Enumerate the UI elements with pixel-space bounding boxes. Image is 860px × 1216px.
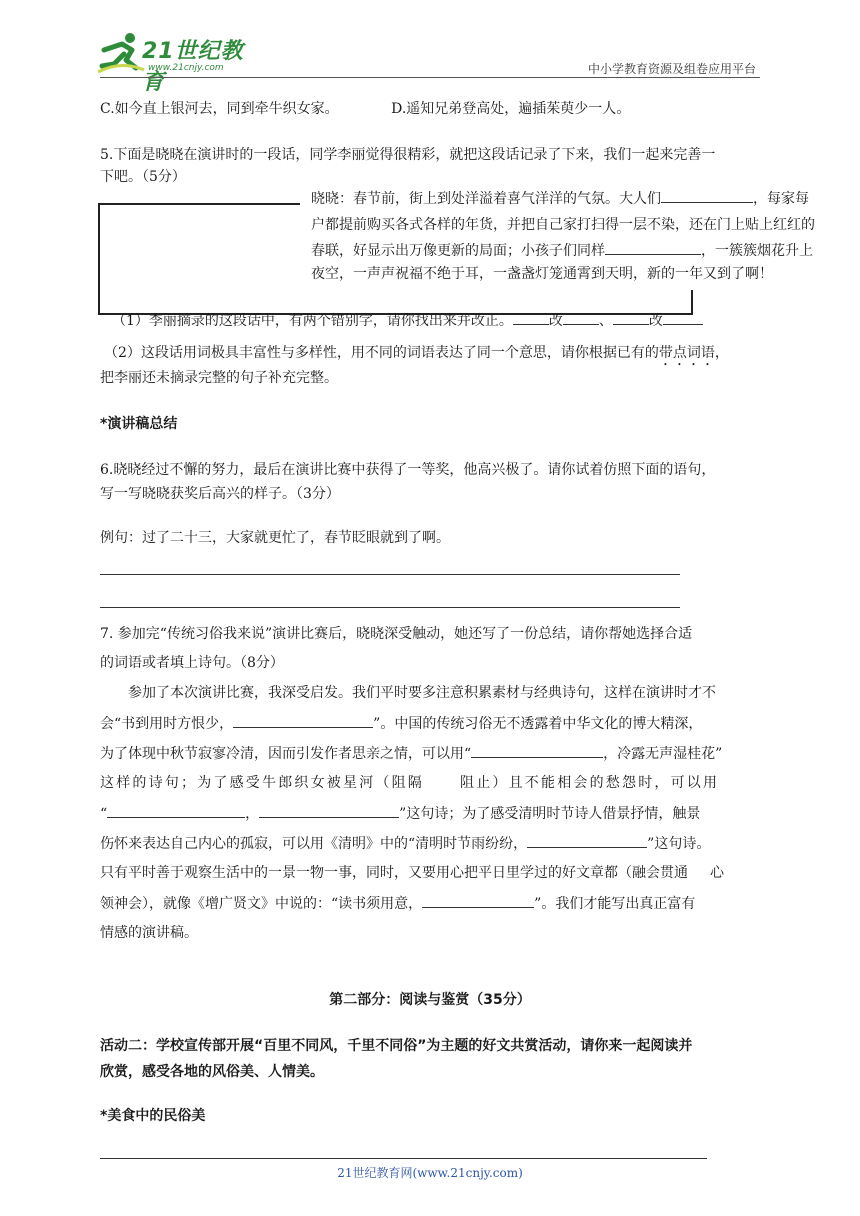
logo-text: 21世纪教育 bbox=[142, 39, 244, 95]
q7-blank-5[interactable] bbox=[527, 833, 647, 848]
q5-para-3: 春联，好显示出万像更新的局面；小孩子们同样 ，一簇簇烟花升上 bbox=[311, 240, 813, 261]
q5-sub-2b: 把李丽还未摘录完整的句子补充完整。 bbox=[100, 370, 338, 386]
q7-blank-3[interactable] bbox=[107, 803, 245, 818]
header-rule bbox=[100, 77, 760, 78]
platform-name: 中小学教育资源及组卷应用平台 bbox=[587, 62, 756, 76]
q5-blank-2[interactable] bbox=[605, 240, 701, 255]
q6-stem-1: 6.晓晓经过不懈的努力，最后在演讲比赛中获得了一等奖，他高兴极了。请你试着仿照下面的语句， bbox=[100, 462, 716, 478]
q7-p4: 这样的诗句；为了感受牛郎织女被星河（阻隔 阻止）且不能相会的愁怨时，可以用 bbox=[100, 775, 720, 791]
q5-para-1: 晓晓：春节前，街上到处洋溢着喜气洋洋的气氛。大人们 ，每家每 bbox=[311, 188, 809, 209]
logo bbox=[96, 30, 266, 95]
q7-p7: 只有平时善于观察生活中的一景一物一事，同时，又要用心把平日里学过的好文章都（融会贯通 心 bbox=[100, 865, 724, 881]
section-summary: *演讲稿总结 bbox=[100, 416, 178, 432]
q7-stem-2: 的词语或者填上诗句。（8分） bbox=[100, 655, 284, 671]
q7-blank-6[interactable] bbox=[422, 893, 534, 908]
q5-fix-2[interactable] bbox=[663, 310, 703, 325]
footer-text[interactable]: 21世纪教育网(www.21cnjy.com) bbox=[337, 1166, 523, 1180]
q7-blank-1[interactable] bbox=[233, 713, 373, 728]
q5-para-2: 户都提前购买各式各样的年货，并把自己家打扫得一层不染，还在门上贴上红红的 bbox=[311, 217, 815, 233]
q7-p3: 为了体现中秋节寂寥冷清，因而引发作者思亲之情，可以用“ ，冷露无声湿桂花” bbox=[100, 743, 722, 764]
q6-answer-line-2[interactable] bbox=[100, 607, 680, 608]
q7-p1: 参加了本次演讲比赛，我深受启发。我们平时要多注意积累素材与经典诗句，这样在演讲时才不 bbox=[128, 685, 716, 701]
option-c: C.如今直上银河去，同到牵牛织女家。 bbox=[100, 101, 339, 117]
q5-para-4: 夜空，一声声祝福不绝于耳，一盏盏灯笼通霄到天明，新的一年又到了啊！ bbox=[311, 266, 773, 282]
options-row bbox=[100, 99, 630, 119]
runner-icon bbox=[96, 30, 146, 76]
q5-blank-1[interactable] bbox=[661, 188, 753, 203]
q7-p2: 会“书到用时方恨少， ”。中国的传统习俗无不透露着中华文化的博大精深， bbox=[100, 713, 702, 734]
q7-blank-2[interactable] bbox=[471, 743, 603, 758]
q5-typo-1[interactable] bbox=[513, 310, 549, 325]
q7-p5: “ ， ”这句诗；为了感受清明时节诗人借景抒情，触景 bbox=[100, 803, 700, 824]
q7-p6: 伤怀来表达自己内心的孤寂，可以用《清明》中的“清明时节雨纷纷， ”这句诗。 bbox=[100, 833, 710, 854]
q7-p9: 情感的演讲稿。 bbox=[100, 925, 198, 941]
q7-stem-1: 7. 参加完“传统习俗我来说”演讲比赛后，晓晓深受触动，她还写了一份总结，请你帮她选择合适 bbox=[100, 626, 693, 642]
logo-url: www.21cnjy.com bbox=[148, 63, 224, 73]
q5-typo-2[interactable] bbox=[613, 310, 649, 325]
q7-p8: 领神会），就像《增广贤文》中说的：“读书须用意， ”。我们才能写出真正富有 bbox=[100, 893, 695, 914]
q7-blank-4[interactable] bbox=[259, 803, 399, 818]
q5-sub-1: （1）李丽摘录的这段话中，有两个错别字，请你找出来并改正。 改 、 改 bbox=[112, 310, 703, 331]
q6-example: 例句：过了二十三，大家就更忙了，春节眨眼就到了啊。 bbox=[100, 530, 450, 546]
q5-stem-1: 5.下面是晓晓在演讲时的一段话，同学李丽觉得很精彩，就把这段话记录了下来，我们一起来完善一 bbox=[100, 147, 716, 163]
footer-rule bbox=[100, 1158, 707, 1159]
option-d: D.遥知兄弟登高处，遍插茱萸少一人。 bbox=[391, 101, 631, 117]
activity2-line-1: 活动二：学校宣传部开展“百里不同风，千里不同俗”为主题的好文共赏活动，请你来一起阅读并 bbox=[100, 1038, 693, 1054]
q5-fix-1[interactable] bbox=[563, 310, 599, 325]
part2-title: 第二部分：阅读与鉴赏（35分） bbox=[329, 992, 531, 1008]
q5-stem-2: 下吧。（5分） bbox=[100, 169, 186, 185]
activity2-line-2: 欣赏，感受各地的风俗美、人情美。 bbox=[100, 1064, 324, 1080]
section-food: *美食中的民俗美 bbox=[100, 1108, 206, 1124]
q6-answer-line-1[interactable] bbox=[100, 574, 680, 575]
q6-stem-2: 写一写晓晓获奖后高兴的样子。（3分） bbox=[100, 486, 340, 502]
dotted-words: 带点词语 bbox=[658, 345, 715, 361]
q5-sub-2: （2）这段话用词极具丰富性与多样性，用不同的词语表达了同一个意思，请你根据已有的带点词语， bbox=[104, 345, 729, 361]
